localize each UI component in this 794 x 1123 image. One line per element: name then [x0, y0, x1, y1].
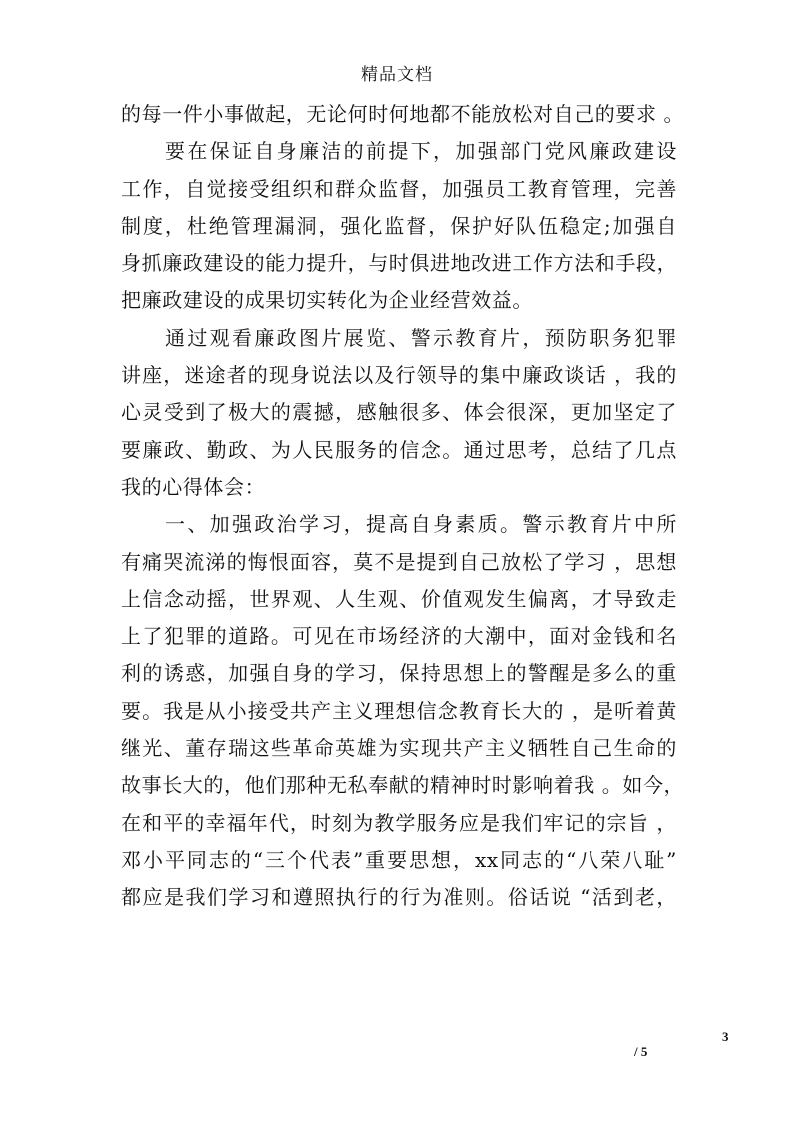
text-line: 制度，杜绝管理漏洞，强化监督，保护好队伍稳定;加强自	[121, 213, 677, 238]
text-line: 都应是我们学习和遵照执行的行为准则。俗话说 “活到老，	[121, 885, 677, 910]
text-line: 要。我是从小接受共产主义理想信念教育长大的 ，是听着黄	[121, 698, 677, 723]
document-body	[121, 96, 685, 917]
page-header-title: 精品文档	[361, 65, 433, 85]
text-line: 利的诱惑，加强自身的学习，保持思想上的警醒是多么的重	[121, 661, 677, 686]
text-line: 有痛哭流涕的悔恨面容，莫不是提到自己放松了学习 ，思想	[121, 549, 677, 574]
text-line: 把廉政建设的成果切实转化为企业经营效益。	[121, 288, 533, 313]
text-line: 工作，自觉接受组织和群众监督，加强员工教育管理，完善	[121, 176, 677, 201]
text-line: 上信念动摇，世界观、人生观、价值观发生偏离，才导致走	[121, 586, 677, 611]
text-line: 继光、董存瑞这些革命英雄为实现共产主义牺牲自己生命的	[121, 736, 677, 761]
text-line: 身抓廉政建设的能力提升，与时俱进地改进工作方法和手段，	[121, 251, 678, 276]
text-line: 故事长大的，他们那种无私奉献的精神时时影响着我 。如今，	[121, 773, 685, 798]
text-line: 讲座，迷途者的现身说法以及行领导的集中廉政谈话 ，我的	[121, 363, 677, 388]
text-line: 我的心得体会：	[121, 474, 266, 499]
text-line: 上了犯罪的道路。可见在市场经济的大潮中，面对金钱和名	[121, 624, 677, 649]
text-line: 邓小平同志的“三个代表”重要思想，xx同志的“八荣八耻”	[121, 847, 677, 872]
page-number: 3	[722, 1029, 729, 1044]
text-line: 的每一件小事做起，无论何时何地都不能放松对自己的要求 。	[121, 102, 685, 126]
page-total: / 5	[634, 1044, 648, 1059]
text-line: 心灵受到了极大的震撼，感触很多、体会很深，更加坚定了	[121, 400, 677, 425]
paragraph-first-line: 要在保证自身廉洁的前提下，加强部门党风廉政建设	[165, 139, 677, 164]
text-line: 要廉政、勤政、为人民服务的信念。通过思考，总结了几点	[121, 437, 677, 462]
text-line: 在和平的幸福年代，时刻为教学服务应是我们牢记的宗旨 ，	[121, 810, 677, 835]
paragraph-first-line: 通过观看廉政图片展览、警示教育片，预防职务犯罪	[165, 325, 677, 350]
paragraph-first-line: 一、加强政治学习，提高自身素质。警示教育片中所	[165, 512, 677, 537]
